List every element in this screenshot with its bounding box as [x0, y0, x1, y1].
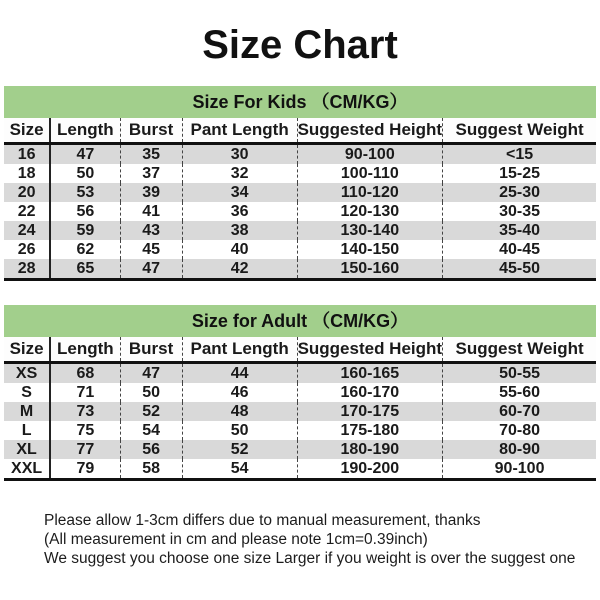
- table-cell: 41: [120, 202, 182, 221]
- note-line: (All measurement in cm and please note 1cm=0.39inch): [44, 531, 428, 548]
- table-cell: XS: [15, 364, 38, 382]
- table-cell: 52: [120, 402, 182, 421]
- column-header-burst: Burst: [120, 337, 182, 363]
- table-row: [4, 440, 596, 459]
- table-cell: 120-130: [297, 202, 443, 221]
- table-cell: 55-60: [443, 383, 596, 402]
- table-cell: 50: [182, 421, 297, 440]
- kids-size-table: [4, 118, 596, 281]
- table-cell: 50: [120, 383, 182, 402]
- table-cell: 48: [182, 402, 297, 421]
- table-cell: 58: [120, 459, 182, 480]
- table-cell: 20: [17, 183, 36, 201]
- adult-section-header: Size for Adult （CM/KG）: [4, 305, 596, 337]
- table-cell: 22: [17, 202, 36, 220]
- table-cell: 77: [50, 440, 120, 459]
- column-header-length: Length: [50, 118, 120, 144]
- table-cell: 46: [182, 383, 297, 402]
- table-cell: 47: [120, 363, 182, 384]
- table-cell: 110-120: [297, 183, 443, 202]
- table-cell: 60-70: [443, 402, 596, 421]
- table-cell: 75: [50, 421, 120, 440]
- table-cell: 79: [50, 459, 120, 480]
- table-cell: 130-140: [297, 221, 443, 240]
- table-cell: 16: [17, 145, 36, 163]
- table-cell: 15-25: [443, 164, 596, 183]
- table-cell: S: [21, 383, 32, 401]
- table-row: [4, 259, 596, 280]
- table-cell: 39: [120, 183, 182, 202]
- table-cell: 50-55: [443, 363, 596, 384]
- table-row: [4, 421, 596, 440]
- note-line: We suggest you choose one size Larger if you weight is over the suggest one: [44, 550, 576, 567]
- table-cell: 54: [182, 459, 297, 480]
- table-cell: 52: [182, 440, 297, 459]
- table-cell: 71: [50, 383, 120, 402]
- table-cell: 140-150: [297, 240, 443, 259]
- table-cell: 90-100: [443, 459, 596, 480]
- table-cell: 38: [182, 221, 297, 240]
- column-header-suggested-height: Suggested Height: [297, 118, 443, 144]
- table-cell: 30: [182, 144, 297, 165]
- table-cell: 70-80: [443, 421, 596, 440]
- table-cell: 56: [50, 202, 120, 221]
- table-cell: 53: [50, 183, 120, 202]
- table-cell: 160-170: [297, 383, 443, 402]
- column-header-size: Size: [4, 118, 50, 144]
- table-cell: 30-35: [443, 202, 596, 221]
- table-cell: XXL: [11, 459, 43, 477]
- table-cell: 35: [120, 144, 182, 165]
- table-cell: 34: [182, 183, 297, 202]
- table-cell: 35-40: [443, 221, 596, 240]
- table-cell: 73: [50, 402, 120, 421]
- table-cell: 54: [120, 421, 182, 440]
- table-cell: L: [21, 421, 32, 439]
- table-cell: 150-160: [297, 259, 443, 280]
- table-cell: 25-30: [443, 183, 596, 202]
- column-header-length: Length: [50, 337, 120, 363]
- table-cell: 18: [17, 164, 36, 182]
- table-row: [4, 221, 596, 240]
- table-cell: 160-165: [297, 363, 443, 384]
- table-cell: 47: [120, 259, 182, 280]
- adult-size-table: [4, 337, 596, 481]
- table-row: [4, 164, 596, 183]
- column-header-burst: Burst: [120, 118, 182, 144]
- table-cell: 32: [182, 164, 297, 183]
- table-cell: 56: [120, 440, 182, 459]
- column-header-suggested-height: Suggested Height: [297, 337, 443, 363]
- column-header-size: Size: [4, 337, 50, 363]
- table-row: [4, 363, 596, 384]
- table-row: [4, 144, 596, 165]
- table-cell: XL: [16, 440, 37, 458]
- table-cell: 50: [50, 164, 120, 183]
- column-header-suggest-weight: Suggest Weight: [443, 118, 596, 144]
- table-header-row: [4, 337, 596, 363]
- page-title: Size Chart: [202, 23, 398, 67]
- table-cell: 59: [50, 221, 120, 240]
- table-cell: 80-90: [443, 440, 596, 459]
- column-header-suggest-weight: Suggest Weight: [443, 337, 596, 363]
- table-cell: <15: [443, 144, 596, 165]
- table-cell: M: [19, 402, 34, 420]
- table-cell: 62: [50, 240, 120, 259]
- note-line: Please allow 1-3cm differs due to manual measurement, thanks: [44, 512, 481, 529]
- table-row: [4, 240, 596, 259]
- table-cell: 47: [50, 144, 120, 165]
- table-cell: 28: [17, 259, 36, 277]
- table-cell: 36: [182, 202, 297, 221]
- table-cell: 40: [182, 240, 297, 259]
- table-cell: 40-45: [443, 240, 596, 259]
- measurement-notes: [44, 511, 580, 568]
- table-cell: 45-50: [443, 259, 596, 280]
- table-cell: 24: [17, 221, 36, 239]
- kids-section-header: Size For Kids （CM/KG）: [4, 86, 596, 118]
- table-cell: 42: [182, 259, 297, 280]
- column-header-pant-length: Pant Length: [182, 337, 297, 363]
- table-row: [4, 459, 596, 480]
- table-header-row: [4, 118, 596, 144]
- table-row: [4, 383, 596, 402]
- table-cell: 26: [17, 240, 36, 258]
- column-header-pant-length: Pant Length: [182, 118, 297, 144]
- table-cell: 37: [120, 164, 182, 183]
- table-row: [4, 202, 596, 221]
- table-cell: 190-200: [297, 459, 443, 480]
- table-cell: 44: [182, 363, 297, 384]
- table-cell: 100-110: [297, 164, 443, 183]
- table-cell: 68: [50, 363, 120, 384]
- table-cell: 180-190: [297, 440, 443, 459]
- table-cell: 43: [120, 221, 182, 240]
- table-row: [4, 402, 596, 421]
- table-cell: 65: [50, 259, 120, 280]
- table-cell: 90-100: [297, 144, 443, 165]
- table-cell: 170-175: [297, 402, 443, 421]
- table-cell: 175-180: [297, 421, 443, 440]
- table-row: [4, 183, 596, 202]
- table-cell: 45: [120, 240, 182, 259]
